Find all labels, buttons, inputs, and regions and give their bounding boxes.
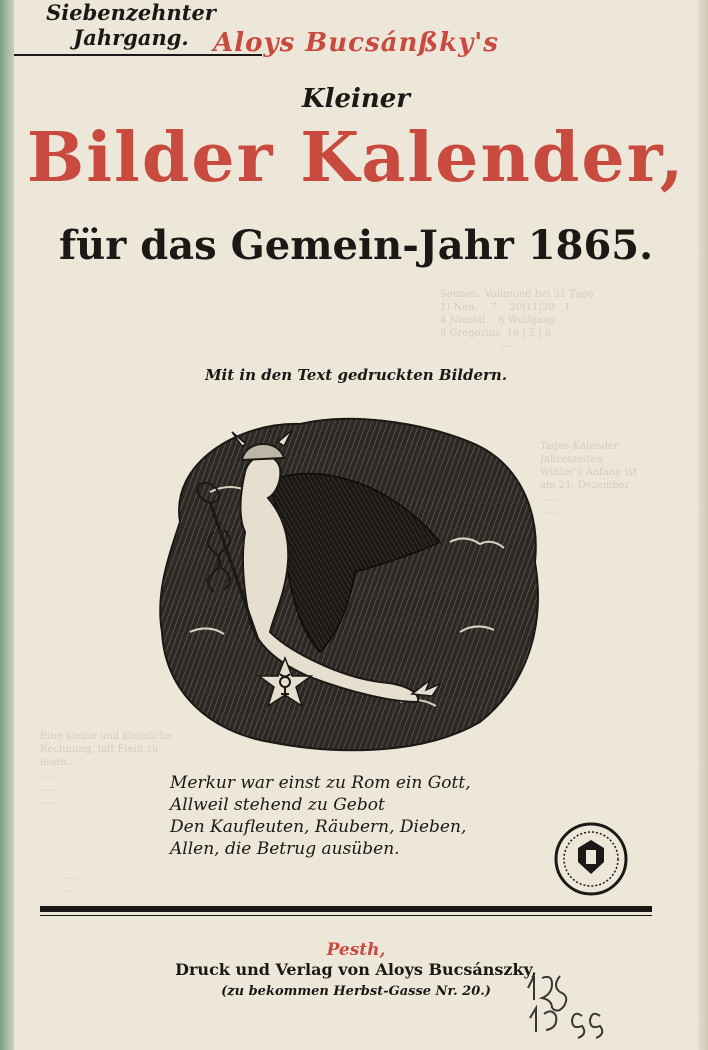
- poem-verse: [170, 772, 530, 860]
- main-title: Bilder Kalender,: [26, 118, 686, 198]
- page-edge: [698, 0, 708, 1050]
- mercury-woodcut-illustration: [150, 402, 550, 762]
- handwritten-shelfmark: [520, 968, 660, 1040]
- publisher-address: (zu bekommen Herbst-Gasse Nr. 20.): [221, 984, 491, 999]
- poem-line: Den Kaufleuten, Räubern, Dieben,: [170, 817, 467, 837]
- year-line: für das Gemein-Jahr 1865.: [58, 222, 654, 269]
- poem-line: Allweil stehend zu Gebot: [170, 795, 385, 815]
- poem-line: Merkur war einst zu Rom ein Gott,: [170, 773, 471, 793]
- separator-rule: [40, 906, 652, 912]
- publisher-imprint: Druck und Verlag von Aloys Bucsánszky,: [175, 960, 537, 979]
- show-through-text: ...... ......: [60, 871, 80, 895]
- book-spine: [0, 0, 14, 1050]
- library-stamp-seal: [552, 820, 630, 898]
- kleiner-line: Kleiner: [301, 84, 411, 114]
- subtitle: Mit in den Text gedruckten Bildern.: [204, 366, 508, 384]
- separator-rule: [40, 915, 652, 916]
- publication-city: Pesth,: [326, 940, 386, 960]
- publisher-line: Aloys Bucsánßky's: [213, 28, 499, 58]
- show-through-text: Sonnen. Vollmond bei 31 Tage 1) Neu. 7 20|11|20 1 4 Nicolai 8 Wolfgang 8 Gregorius 16 | 5 | 6 — .: [440, 289, 594, 365]
- poem-line: Allen, die Betrug ausüben.: [170, 839, 400, 859]
- edition-label: Siebenzehnter Jahrgang.: [0, 0, 262, 56]
- show-through-text: Tages-Kalender Jahreszeiten Winter's Anfang ist am 21. Dezember ...... ......: [540, 441, 638, 517]
- show-through-text: Eine kleine und kleinliche Rechnung, mit Fleiß zu lesen... ...... ...... ......: [40, 731, 172, 807]
